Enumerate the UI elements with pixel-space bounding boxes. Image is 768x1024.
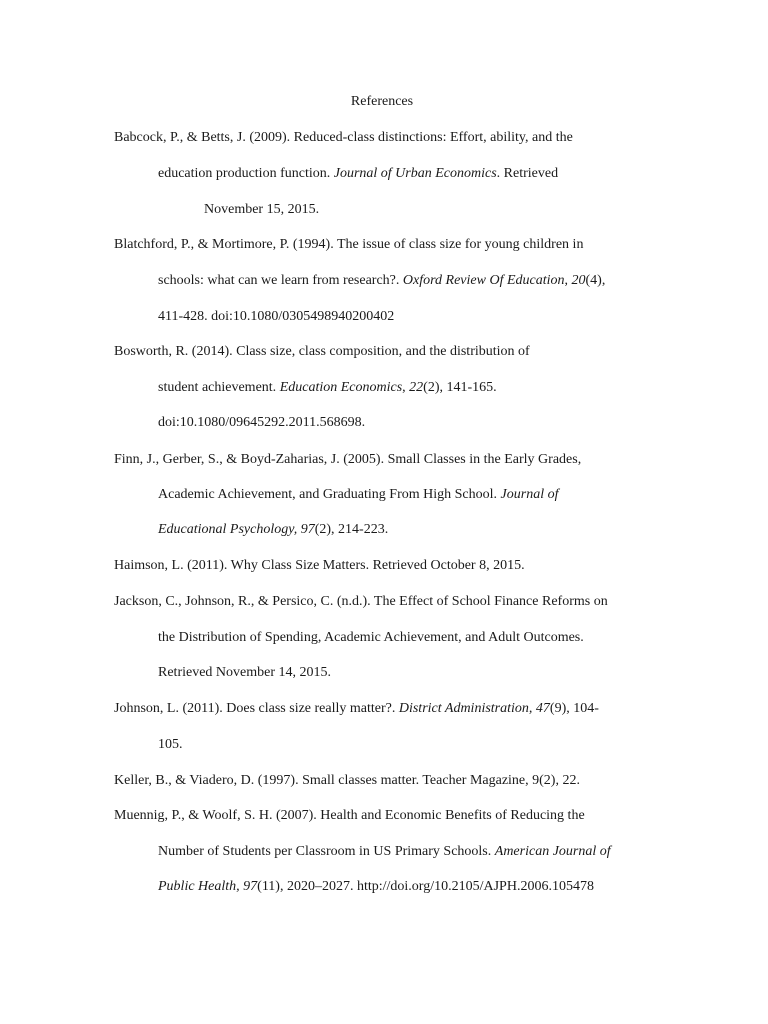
reference-text: student achievement. [158, 380, 280, 395]
journal-title: Journal of [500, 487, 559, 502]
reference-text: (9), 104- [549, 701, 599, 716]
journal-title: American Journal of [494, 844, 611, 859]
journal-title: Educational Psychology, 97 [158, 522, 315, 537]
reference-line: the Distribution of Spending, Academic Achievement, and Adult Outcomes. [158, 630, 584, 645]
reference-line [114, 699, 599, 719]
journal-title: District Administration, 47 [398, 701, 550, 716]
reference-line: Babcock, P., & Betts, J. (2009). Reduced-class distinctions: Effort, ability, and the [114, 130, 573, 145]
reference-line [158, 378, 497, 398]
reference-line [158, 520, 388, 540]
reference-line: Blatchford, P., & Mortimore, P. (1994). The issue of class size for young children in [114, 237, 584, 252]
reference-line: Muennig, P., & Woolf, S. H. (2007). Health and Economic Benefits of Reducing the [114, 808, 585, 823]
reference-text: , [402, 380, 410, 395]
reference-line: Keller, B., & Viadero, D. (1997). Small classes matter. Teacher Magazine, 9(2), 22. [114, 773, 580, 788]
reference-text: (2), 214-223. [314, 522, 389, 537]
reference-text: education production function. [158, 166, 334, 181]
reference-line: doi:10.1080/09645292.2011.568698. [158, 415, 366, 430]
reference-line: 105. [158, 737, 183, 752]
journal-volume: 22 [409, 380, 424, 395]
reference-line [158, 842, 611, 862]
reference-line: 411-428. doi:10.1080/0305498940200402 [158, 309, 395, 324]
reference-line: Jackson, C., Johnson, R., & Persico, C. (n.d.). The Effect of School Finance Reforms on [114, 594, 608, 609]
reference-line: Retrieved November 14, 2015. [158, 665, 332, 680]
reference-line [158, 485, 558, 505]
reference-line: Bosworth, R. (2014). Class size, class composition, and the distribution of [114, 344, 530, 359]
reference-text: (2), 141-165. [423, 380, 497, 395]
reference-text: Number of Students per Classroom in US Primary Schools. [158, 844, 495, 859]
reference-text: (4), [585, 273, 606, 288]
journal-title: Oxford Review Of Education [402, 273, 565, 288]
reference-line [158, 877, 594, 897]
reference-text: , [564, 273, 572, 288]
journal-volume: 20 [571, 273, 586, 288]
reference-text: Academic Achievement, and Graduating From High School. [158, 487, 501, 502]
journal-title: Education Economics [279, 380, 403, 395]
journal-title: Journal of Urban Economics [333, 166, 497, 181]
reference-text: schools: what can we learn from research?. [158, 273, 403, 288]
journal-title: Public Health, 97 [158, 879, 258, 894]
reference-line: November 15, 2015. [204, 202, 320, 217]
reference-line: Finn, J., Gerber, S., & Boyd-Zaharias, J. (2005). Small Classes in the Early Grades, [114, 452, 582, 467]
reference-text: . Retrieved [496, 166, 559, 181]
reference-line [158, 271, 605, 291]
reference-line [158, 164, 558, 184]
page-title: References [350, 94, 414, 109]
reference-text: Johnson, L. (2011). Does class size really matter?. [114, 701, 399, 716]
reference-line: Haimson, L. (2011). Why Class Size Matters. Retrieved October 8, 2015. [114, 558, 525, 573]
reference-text: (11), 2020–2027. http://doi.org/10.2105/AJPH.2006.105478 [257, 879, 594, 894]
